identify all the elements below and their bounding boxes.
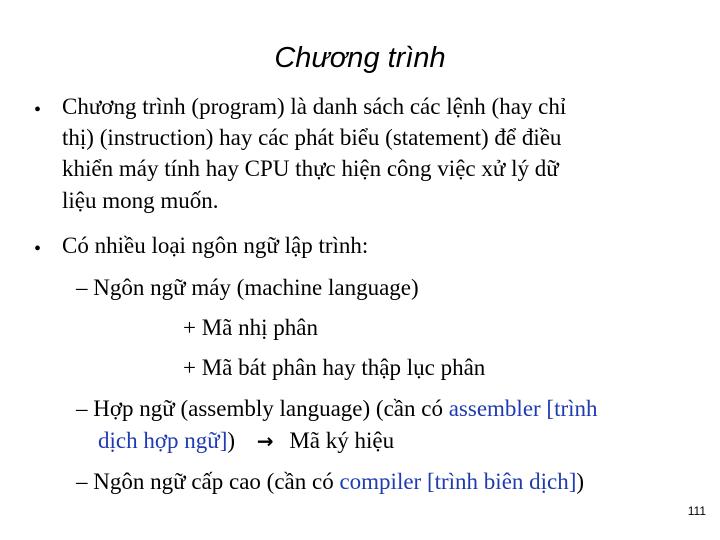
symbolic-code-text: Mã ký hiệu	[289, 428, 395, 453]
sub-item-high-level	[76, 466, 584, 497]
sub-sub-item-octal-hex: + Mã bát phân hay thập lục phân	[183, 355, 486, 380]
bullet1-line2: thị) (instruction) hay các phát biểu (statement) để điều	[62, 125, 562, 150]
bullet-marker: •	[34, 238, 42, 260]
right-arrow-icon: →	[256, 429, 274, 453]
compiler-term: compiler [trình biên dịch]	[339, 469, 577, 494]
sub-item-machine-language: – Ngôn ngữ máy (machine language)	[76, 275, 419, 300]
assembly-close: )	[227, 428, 236, 453]
high-level-text: – Ngôn ngữ cấp cao (cần có	[76, 469, 340, 494]
sub-item-assembly	[76, 393, 598, 424]
bullet-marker: •	[34, 99, 42, 121]
bullet1-line3: khiển máy tính hay CPU thực hiện công việc xử lý dữ	[62, 156, 559, 181]
assembly-text: – Hợp ngữ (assembly language) (cần có	[76, 396, 449, 421]
bullet1-line4: liệu mong muốn.	[62, 188, 219, 213]
page-number: 111	[687, 504, 706, 518]
sub-sub-item-binary: + Mã nhị phân	[183, 315, 318, 340]
assembler-term: assembler [trình	[448, 396, 598, 421]
assembler-translation: dịch hợp ngữ]	[98, 428, 228, 453]
bullet2-text: Có nhiều loại ngôn ngữ lập trình:	[62, 233, 369, 258]
high-level-close: )	[576, 469, 585, 494]
bullet1-line1: Chương trình (program) là danh sách các lệnh (hay chỉ	[62, 94, 567, 119]
sub-item-assembly-cont	[98, 425, 394, 457]
slide-title: Chương trình	[274, 42, 446, 74]
